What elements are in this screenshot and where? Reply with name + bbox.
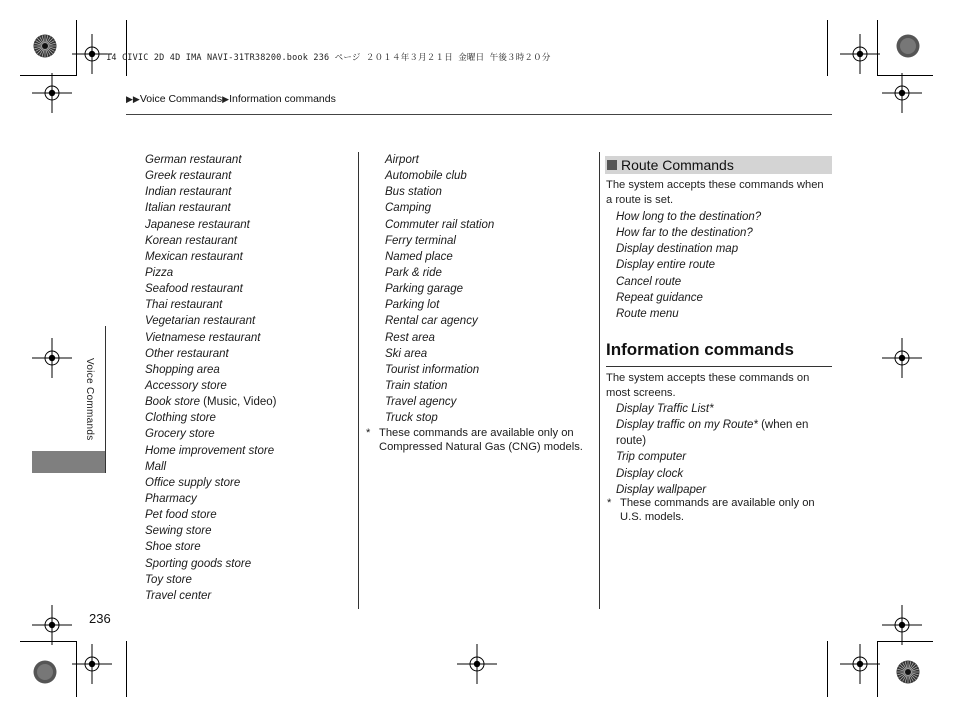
destination-item	[145, 330, 276, 346]
destination-item-text: Greek restaurant	[145, 170, 232, 183]
destination-item	[145, 410, 276, 426]
side-tab-marker	[32, 451, 105, 473]
route-command-item-text: How long to the destination?	[616, 211, 762, 223]
destination-item	[385, 346, 494, 362]
destination-item-text: Vietnamese restaurant	[145, 331, 261, 344]
destination-item-text: Thai restaurant	[145, 299, 223, 312]
destination-item-text: Grocery store	[145, 428, 215, 441]
color-bar-solid-icon	[895, 33, 921, 59]
route-commands-list	[616, 209, 761, 322]
route-command-item	[616, 257, 761, 273]
destination-item-text: Named place	[385, 250, 453, 263]
breadcrumb-section[interactable]: Voice Commands	[139, 93, 223, 105]
route-commands-header	[605, 156, 832, 174]
destination-item-text: Tourist information	[385, 363, 480, 376]
destination-item-text: Home improvement store	[145, 444, 275, 457]
destination-item-text: Sporting goods store	[145, 557, 252, 570]
destination-item	[145, 523, 276, 539]
route-command-item-text: Route menu	[616, 307, 679, 320]
route-command-item	[616, 209, 761, 225]
info-command-item	[616, 482, 808, 498]
footnote-text: These commands are available only on U.S. models.	[620, 497, 815, 523]
destination-item-text: Pharmacy	[145, 492, 197, 505]
route-command-item-text: Display destination map	[616, 243, 739, 256]
heading-rule	[606, 366, 832, 367]
info-command-item-text: Display clock	[616, 467, 684, 480]
destination-item-text: Japanese restaurant	[145, 218, 250, 231]
destination-item	[145, 443, 276, 459]
color-bar-star-icon	[895, 659, 921, 685]
column-divider	[358, 152, 359, 609]
section-square-icon	[607, 160, 617, 170]
route-commands-intro: The system accepts these commands when a route is set.	[606, 179, 824, 206]
registration-mark-icon	[840, 644, 880, 684]
route-command-item	[616, 290, 761, 306]
destination-item-text: Italian restaurant	[145, 202, 231, 215]
destination-item-text: Clothing store	[145, 412, 216, 425]
destination-item-text: Travel agency	[385, 396, 457, 409]
destination-item-text: Rest area	[385, 331, 435, 344]
us-models-footnote	[607, 497, 832, 527]
destination-item-text: Airport	[385, 154, 419, 166]
info-command-item	[616, 417, 808, 433]
destination-item	[385, 217, 494, 233]
destination-item	[145, 539, 276, 555]
crop-line	[126, 641, 127, 697]
breadcrumb-arrows: ▶▶	[126, 94, 140, 104]
destination-item	[385, 410, 494, 426]
color-bar-star-icon	[32, 33, 58, 59]
destination-item	[145, 200, 276, 216]
destination-item-text: Mall	[145, 460, 167, 473]
crop-line	[76, 20, 77, 76]
info-command-item-text: Trip computer	[616, 451, 687, 464]
crop-line	[76, 641, 77, 697]
cng-footnote	[366, 427, 586, 469]
destination-item-text: Mexican restaurant	[145, 250, 243, 263]
route-command-item	[616, 306, 761, 322]
registration-mark-icon	[32, 338, 72, 378]
destination-item-text: Sewing store	[145, 525, 212, 538]
destination-item	[145, 475, 276, 491]
registration-mark-icon	[882, 73, 922, 113]
destination-item-text: Pet food store	[145, 509, 217, 522]
destination-item	[385, 330, 494, 346]
crop-line	[877, 75, 933, 76]
breadcrumb-page: Information commands	[229, 93, 336, 105]
destination-item-text: Pizza	[145, 266, 174, 279]
destination-item	[145, 362, 276, 378]
destination-item	[145, 297, 276, 313]
route-commands-title: Route Commands	[621, 157, 734, 173]
destination-item-text: Travel center	[145, 589, 212, 602]
registration-mark-icon	[72, 644, 112, 684]
destination-item	[145, 217, 276, 233]
information-commands-list	[616, 401, 808, 498]
info-command-item-suffix: (when en	[757, 419, 809, 432]
destination-list-column-2	[385, 152, 494, 426]
destination-item-suffix: (Music, Video)	[199, 396, 277, 409]
route-command-item-text: Repeat guidance	[616, 291, 703, 304]
crop-line	[877, 641, 878, 697]
registration-mark-icon	[457, 644, 497, 684]
destination-item	[145, 249, 276, 265]
destination-item	[145, 184, 276, 200]
side-tab-frame	[105, 326, 106, 473]
destination-item-text: Toy store	[145, 573, 192, 586]
route-command-item-text: How far to the destination?	[616, 227, 753, 240]
destination-item-text: Vegetarian restaurant	[145, 315, 256, 328]
destination-item	[385, 249, 494, 265]
destination-item-text: Accessory store	[145, 379, 227, 392]
crop-line	[877, 20, 878, 76]
registration-mark-icon	[840, 34, 880, 74]
destination-item-text: Office supply store	[145, 476, 241, 489]
destination-item	[145, 588, 276, 604]
destination-item	[385, 152, 494, 168]
destination-item-text: Indian restaurant	[145, 186, 232, 199]
destination-item	[385, 265, 494, 281]
destination-item	[385, 281, 494, 297]
destination-item	[385, 362, 494, 378]
destination-item-text: Ski area	[385, 347, 428, 360]
footnote-star: *	[607, 497, 612, 509]
route-command-item	[616, 225, 761, 241]
crop-line	[827, 20, 828, 76]
destination-item	[145, 426, 276, 442]
destination-item	[145, 491, 276, 507]
crop-line	[126, 20, 127, 76]
destination-item	[145, 459, 276, 475]
footnote-text: These commands are available only on Compressed Natural Gas (CNG) models.	[379, 427, 583, 453]
destination-item	[145, 313, 276, 329]
destination-item-text: Shopping area	[145, 363, 220, 376]
route-command-item-text: Cancel route	[616, 275, 682, 288]
destination-item-text: Train station	[385, 379, 448, 392]
destination-item	[145, 394, 276, 410]
crop-line	[827, 641, 828, 697]
destination-item-text: Book store	[145, 396, 200, 409]
destination-item-text: Seafood restaurant	[145, 283, 243, 296]
destination-item-text: Korean restaurant	[145, 234, 238, 247]
destination-item	[145, 378, 276, 394]
registration-mark-icon	[32, 73, 72, 113]
destination-item-text: Parking lot	[385, 299, 440, 312]
destination-item-text: Other restaurant	[145, 347, 229, 360]
crop-line	[20, 641, 76, 642]
destination-item-text: Ferry terminal	[385, 234, 456, 247]
route-command-item	[616, 241, 761, 257]
destination-item	[385, 200, 494, 216]
destination-item	[385, 184, 494, 200]
destination-item-text: Parking garage	[385, 283, 463, 296]
info-command-item	[616, 401, 808, 417]
crop-line	[877, 641, 933, 642]
destination-item-text: Camping	[385, 202, 432, 215]
route-command-item	[616, 274, 761, 290]
destination-item-text: Automobile club	[385, 170, 467, 183]
destination-item-text: Park & ride	[385, 266, 442, 279]
registration-mark-icon	[882, 338, 922, 378]
info-command-item-text: Display wallpaper	[616, 483, 707, 496]
destination-item	[145, 281, 276, 297]
destination-item-text: Bus station	[385, 186, 442, 199]
destination-item	[385, 168, 494, 184]
destination-item	[385, 233, 494, 249]
route-command-item-text: Display entire route	[616, 259, 716, 272]
destination-item-text: Shoe store	[145, 541, 201, 554]
destination-item-text: Truck stop	[385, 412, 438, 425]
destination-item	[145, 233, 276, 249]
destination-item-text: Commuter rail station	[385, 218, 495, 231]
destination-item	[385, 394, 494, 410]
destination-item	[145, 556, 276, 572]
info-command-item	[616, 433, 808, 449]
information-commands-heading: Information commands	[606, 340, 794, 359]
breadcrumb	[126, 93, 336, 105]
destination-item	[145, 168, 276, 184]
info-command-item-text: Display traffic on my Route*	[616, 419, 758, 432]
print-header: 14 CIVIC 2D 4D IMA NAVI-31TR38200.book 236 ページ ２０１４年３月２１日 金曜日 午後３時２０分	[106, 53, 551, 63]
registration-mark-icon	[32, 605, 72, 645]
destination-item-text: German restaurant	[145, 154, 242, 166]
page-number: 236	[89, 611, 111, 626]
info-command-item	[616, 466, 808, 482]
destination-item	[145, 265, 276, 281]
registration-mark-icon	[882, 605, 922, 645]
info-command-item-suffix: route)	[616, 435, 647, 448]
destination-item-text: Rental car agency	[385, 315, 478, 328]
destination-item	[145, 152, 276, 168]
destination-item	[145, 572, 276, 588]
color-bar-solid-icon	[32, 659, 58, 685]
destination-list-column-1	[145, 152, 276, 604]
destination-item	[385, 378, 494, 394]
footnote-star: *	[366, 427, 371, 439]
destination-item	[145, 346, 276, 362]
destination-item	[145, 507, 276, 523]
info-command-item-text: Display Traffic List*	[616, 403, 714, 415]
column-divider	[599, 152, 600, 609]
crop-line	[20, 75, 76, 76]
destination-item	[385, 313, 494, 329]
info-command-item	[616, 449, 808, 465]
header-rule	[126, 114, 832, 115]
breadcrumb-separator: ▶	[222, 94, 230, 104]
information-commands-intro: The system accepts these commands on most screens.	[606, 372, 810, 399]
destination-item	[385, 297, 494, 313]
side-tab-label[interactable]: Voice Commands	[84, 358, 95, 441]
